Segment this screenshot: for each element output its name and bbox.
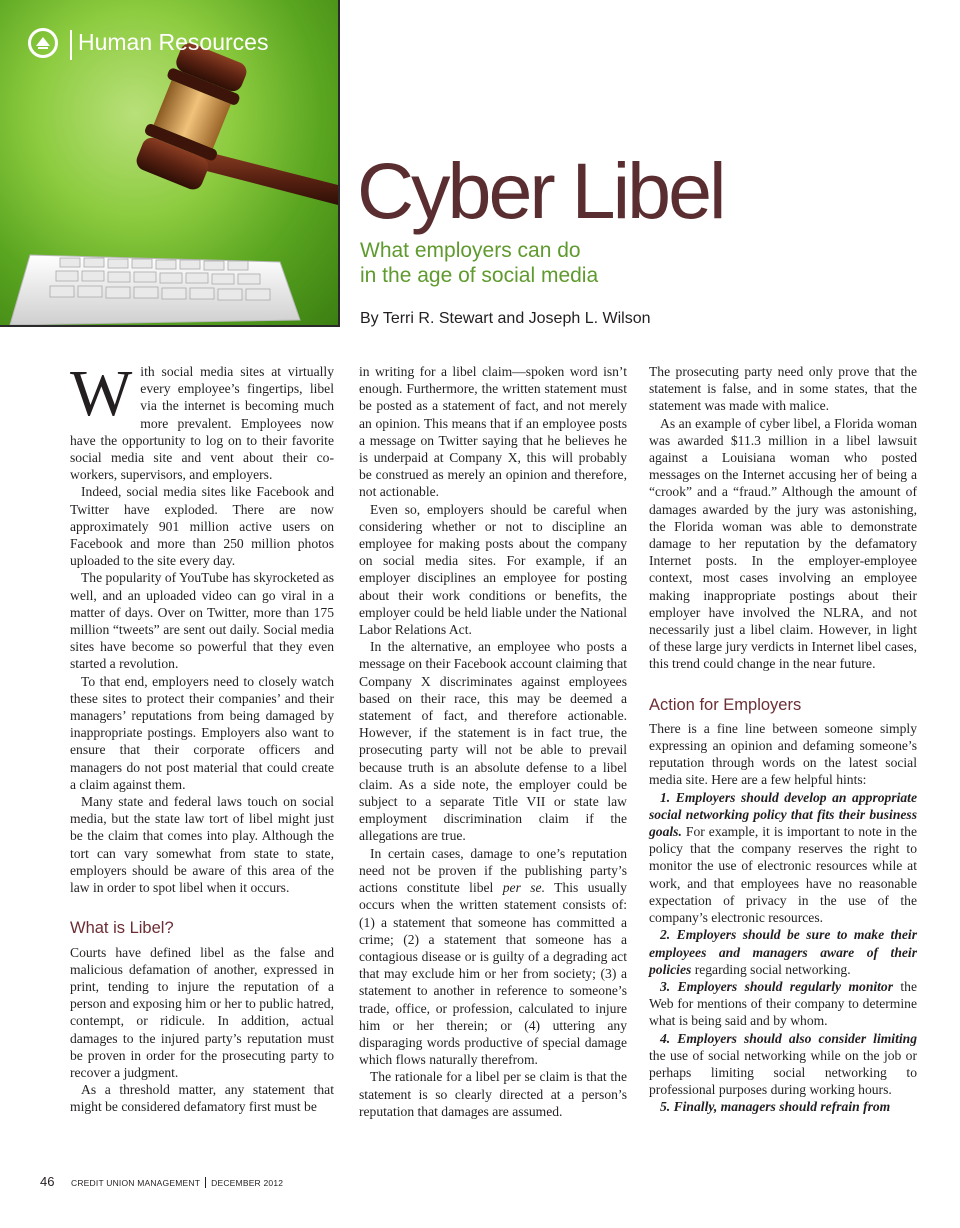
hint-item <box>649 1030 917 1099</box>
paragraph: Even so, employers should be careful when considering whether or not to discipline an employee for making posts about the company on social media sites. For example, if an employer disciplines an employee for posting about their work conditions or benefits, the employer could be held liable under the National Labor Relations Act. <box>359 501 627 638</box>
hero-frame-bottom <box>0 325 340 327</box>
latin-term: per se. <box>502 880 545 896</box>
subhead-what-is-libel: What is Libel? <box>70 919 174 938</box>
hint-text: the Web for mentions of their company to determine what is being said and by whom. <box>649 978 918 1029</box>
hint-item <box>649 789 917 927</box>
hint-text: the use of social networking while on the job or perhaps limiting social networking to professional purposes during working hours. <box>649 1047 917 1098</box>
page-number: 46 <box>40 1174 55 1189</box>
paragraph-text: In certain cases, damage to one’s reputation need not be proven if the publishing party’s actions constitute libel <box>359 845 627 896</box>
cu-logo-icon <box>28 28 58 58</box>
paragraph: The rationale for a libel per se claim is that the statement is so clearly directed at a person’s reputation that damages are assumed. <box>359 1069 627 1119</box>
paragraph-text: This usually occurs when the written statement consists of: (1) a statement that someone has committed a crime; (2) a statement that someone has a contagious disease or is guilty of a degrading act that may exclude him or her from society; (3) a statement to another in reference to someone’s trade, office, or profession, calculated to injure him or her therein; or (4) uttering any disparaging words productive of special damage which flows naturally therefrom. <box>359 880 627 1068</box>
paragraph: Many state and federal laws touch on social media, but the state law tort of libel might just be the claim that comes into play. Although the tort can vary somewhat from state to state, employers should be aware of this area of the law in order to spot libel when it occurs. <box>70 794 334 896</box>
article-byline: By Terri R. Stewart and Joseph L. Wilson <box>360 310 651 327</box>
paragraph <box>70 357 334 483</box>
hint-text: regarding social networking. <box>691 961 851 977</box>
paragraph: The popularity of YouTube has skyrocketed as well, and an uploaded video can go viral in a matter of days. Over on Twitter, more than 175 million “tweets” are sent out daily. Social media sites have become so powerful that they even started a revolution. <box>70 570 334 672</box>
drop-cap: W <box>70 357 133 430</box>
hero-image-gavel <box>0 0 338 325</box>
section-label: Human Resources <box>78 29 269 55</box>
publication-name: CREDIT UNION MANAGEMENT <box>71 1178 201 1188</box>
paragraph: As an example of cyber libel, a Florida woman was awarded $11.3 million in a libel lawsuit against a Louisiana woman who posted messages on the Internet accusing her of being a “crook” and a “fraud.” Although the amount of damages awarded by the jury was astonishing, the Florida woman was able to demonstrate damage to her reputation by the defamatory Internet posts. In the employer-employee context, most cases involving an employee making inappropriate postings about their employer have involved the NLRA, and not necessarily just a libel claim. However, in light of these large jury verdicts in Internet libel cases, this trend could change in the near future. <box>649 415 917 672</box>
hint-lead: 4. Employers should also consider limiting <box>660 1030 917 1046</box>
paragraph: In the alternative, an employee who posts a message on their Facebook account claiming that Company X discriminates against employees based on their race, this may be deemed a statement of fact, and therefore actionable. However, if the statement is in fact true, the prosecuting party will not be able to prevail because truth is an absolute defense to a libel claim. As a side note, the employer could be subject to a separate Title VII or state law employment discrimination claim if the allegations are true. <box>359 639 628 844</box>
hint-item <box>649 1098 917 1115</box>
paragraph <box>359 845 627 1069</box>
paragraph: There is a fine line between someone simply expressing an opinion and defaming someone’s reputation through words on the latest social media site. Here are a few helpful hints: <box>649 720 917 788</box>
hint-lead: 3. Employers should regularly monitor <box>660 978 894 994</box>
section-divider <box>70 30 72 60</box>
hint-item <box>649 978 917 1030</box>
paragraph: in writing for a libel claim—spoken word isn’t enough. Furthermore, the written statement must be posted as a statement of fact, and not merely an opinion. This means that if an employee posts a message on Twitter saying that he believes he is underpaid at Company X, this will probably be construed as merely an opinion and therefore, not actionable. <box>359 364 627 500</box>
paragraph-text: ith social media sites at virtually every employee’s fingertips, libel via the internet is becoming much more prevalent. Employees now have the opportunity to log on to their favorite social media site and vent about their co-workers, supervisors, and employers. <box>70 364 334 483</box>
hint-text: For example, it is important to note in the policy that the company reserves the right to monitor the use of electronic resources while at work, and that employees have no reasonable expectation of privacy in the use of the company’s electronic resources. <box>649 824 917 926</box>
subtitle-line-1: What employers can do <box>360 239 581 262</box>
hero-frame-right <box>338 0 340 327</box>
issue-date: DECEMBER 2012 <box>211 1178 284 1188</box>
running-footer <box>71 1177 283 1188</box>
paragraph: To that end, employers need to closely watch these sites to protect their companies’ and their managers’ reputations from being damaged by inappropriate postings. Employers also want to ensure that their corporate officers and managers do not post material that could create a claim against them. <box>70 673 334 792</box>
subtitle-line-2: in the age of social media <box>360 264 599 287</box>
paragraph: The prosecuting party need only prove that the statement is false, and in some states, that the statement was made with malice. <box>649 364 917 414</box>
paragraph: Indeed, social media sites like Facebook and Twitter have exploded. There are now approximately 901 million active users on Facebook and more than 250 million photos uploaded to the site every day. <box>70 484 334 569</box>
hint-lead: 2. Employers should be sure to make their employees and managers aware of their policies <box>649 927 917 977</box>
hint-item <box>649 926 917 978</box>
footer-divider <box>205 1177 206 1188</box>
article-subtitle <box>360 238 680 288</box>
article-column-2 <box>359 363 627 1120</box>
article-column-1 <box>70 357 334 1116</box>
article-title: Cyber Libel <box>357 146 724 235</box>
paragraph: Courts have defined libel as the false and malicious defamation of another, expressed in print, tending to injure the reputation of a person and exposing him or her to public hatred, contempt, or ridicule. In addition, actual damages to the injured party’s reputation must be proven in order for the prosecuting party to recover a judgment. <box>70 944 334 1080</box>
hint-lead: 5. Finally, managers should refrain from <box>660 1099 891 1115</box>
paragraph: As a threshold matter, any statement that might be considered defamatory first must be <box>70 1082 334 1115</box>
subhead-action-for-employers: Action for Employers <box>649 695 802 714</box>
article-column-3 <box>649 363 917 1116</box>
hint-lead: 1. Employers should develop an appropriate social networking policy that fits their business goals. <box>649 789 917 840</box>
